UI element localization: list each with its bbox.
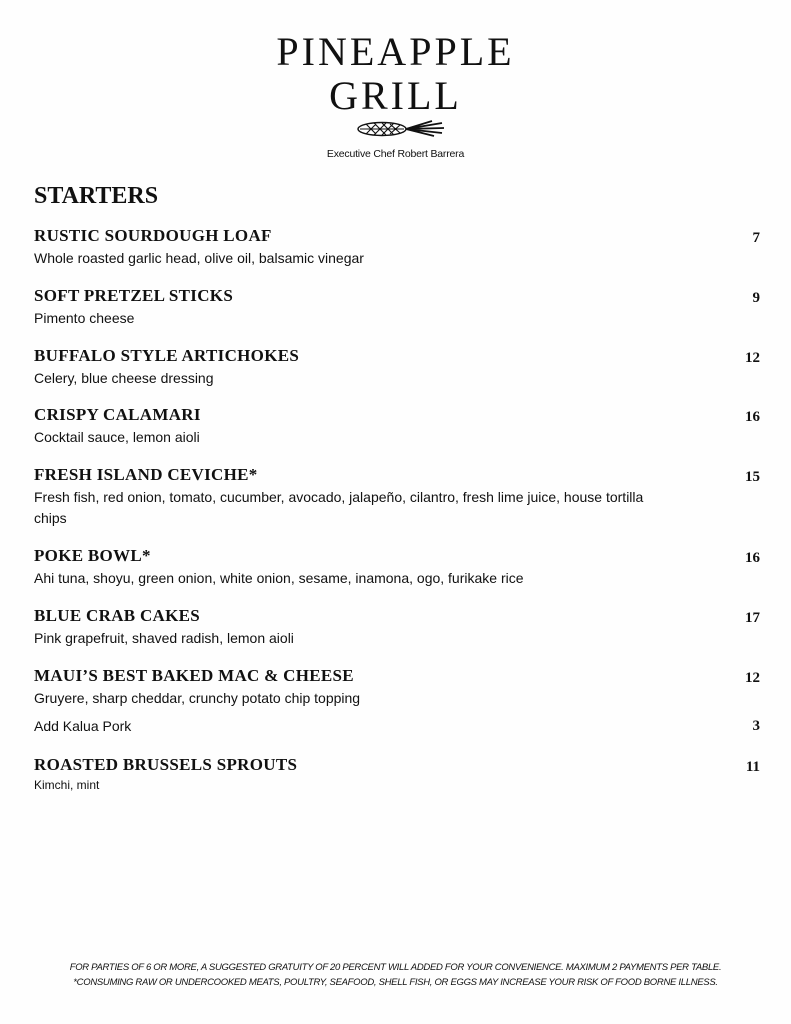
menu-item (34, 226, 760, 269)
item-description: Pink grapefruit, shaved radish, lemon aioli (34, 630, 294, 646)
item-name: ROASTED BRUSSELS SPROUTS (34, 755, 298, 774)
item-name: SOFT PRETZEL STICKS (34, 286, 234, 305)
item-name: RUSTIC SOURDOUGH LOAF (34, 226, 272, 245)
menu-item (34, 606, 760, 649)
menu-addon (34, 718, 760, 734)
food-safety-notice: *CONSUMING RAW OR UNDERCOOKED MEATS, POULTRY, SEAFOOD, SHELL FISH, OR EGGS MAY INCREASE YOUR RISK OF FOOD BORNE ILLNESS. (73, 977, 718, 988)
item-price: 15 (745, 469, 760, 485)
menu-header (0, 30, 791, 160)
menu-item (34, 346, 760, 389)
item-description: Celery, blue cheese dressing (34, 370, 214, 386)
menu-item (34, 405, 760, 448)
item-description: Pimento cheese (34, 310, 135, 326)
section-title-starters: STARTERS (34, 183, 159, 209)
menu-item (34, 286, 760, 329)
menu-item (34, 666, 760, 709)
item-description: Ahi tuna, shoyu, green onion, white onion, sesame, inamona, ogo, furikake rice (34, 570, 524, 586)
menu-item (34, 465, 760, 529)
item-description: Cocktail sauce, lemon aioli (34, 429, 200, 445)
addon-label: Add Kalua Pork (34, 718, 132, 734)
item-description: Fresh fish, red onion, tomato, cucumber, avocado, jalapeño, cilantro, fresh lime juice, house tortilla chips (34, 489, 644, 526)
item-name: CRISPY CALAMARI (34, 405, 201, 424)
menu-footer (0, 960, 791, 990)
logo-title-line2: GRILL (329, 73, 462, 118)
menu-item (34, 755, 760, 793)
item-description: Whole roasted garlic head, olive oil, balsamic vinegar (34, 250, 364, 266)
addon-price: 3 (752, 718, 760, 734)
item-price: 12 (745, 350, 760, 366)
item-price: 17 (745, 610, 760, 626)
item-name: MAUI’S BEST BAKED MAC & CHEESE (34, 666, 354, 685)
gratuity-notice: FOR PARTIES OF 6 OR MORE, A SUGGESTED GRATUITY OF 20 PERCENT WILL ADDED FOR YOUR CONVENIENCE. MAXIMUM 2 PAYMENTS PER TABLE. (69, 962, 722, 973)
item-price: 7 (752, 230, 760, 246)
chef-credit: Executive Chef Robert Barrera (326, 148, 465, 160)
item-description: Gruyere, sharp cheddar, crunchy potato chip topping (34, 690, 361, 706)
item-price: 16 (745, 550, 760, 566)
item-name: FRESH ISLAND CEVICHE* (34, 465, 258, 484)
item-name: POKE BOWL* (34, 546, 151, 565)
logo-title-line1: PINEAPPLE (276, 29, 515, 74)
item-name: BLUE CRAB CAKES (34, 606, 201, 625)
item-description: Kimchi, mint (34, 778, 100, 792)
item-name: BUFFALO STYLE ARTICHOKES (34, 346, 300, 365)
item-price: 16 (745, 409, 760, 425)
item-price: 9 (752, 290, 760, 306)
pineapple-icon (346, 120, 446, 138)
item-price: 11 (745, 759, 760, 775)
menu-item (34, 546, 760, 589)
item-price: 12 (745, 670, 760, 686)
